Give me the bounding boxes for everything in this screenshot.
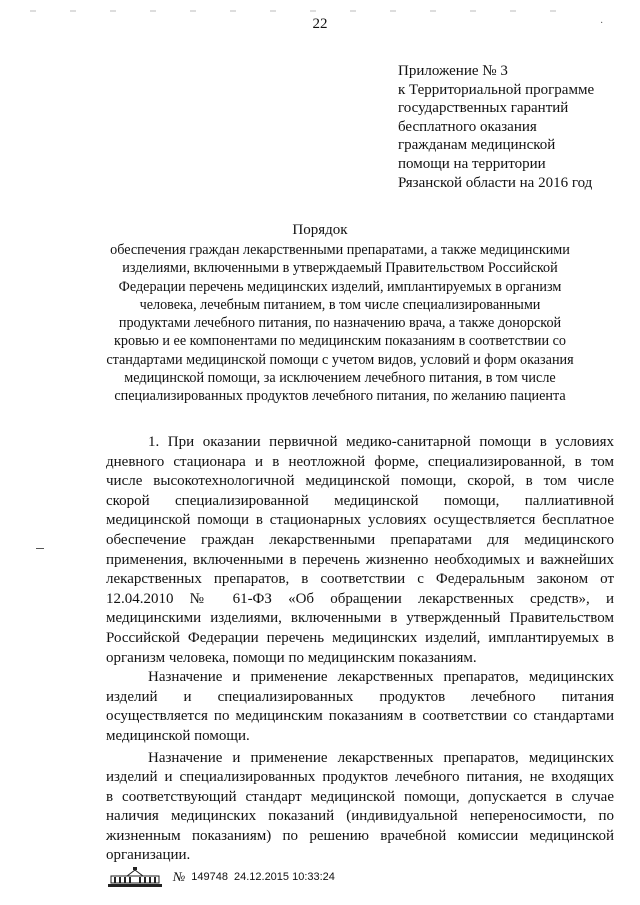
appendix-line: Приложение № 3 bbox=[398, 63, 508, 79]
subtitle-line: изделиями, включенными в утверждаемый Правительством Российской bbox=[122, 260, 558, 277]
text-line: изделий и специализированных продуктов лечебного питания, не входящих bbox=[106, 769, 614, 786]
appendix-line: бесплатного оказания bbox=[398, 118, 537, 135]
subtitle-line: продуктами лечебного питания, по назначению врача, а также донорской bbox=[118, 315, 562, 332]
text-line: осуществляется по медицинским показаниям в соответствии со стандартами bbox=[106, 708, 614, 725]
subtitle-line: обеспечения граждан лекарственными препаратами, а также медицинскими bbox=[110, 242, 570, 258]
text-line: Российской Федерации перечень медицинских изделий, имплантируемых в bbox=[106, 629, 614, 646]
document-title: Порядок bbox=[292, 222, 348, 238]
scan-mark-left bbox=[36, 548, 44, 549]
paragraph-2 bbox=[106, 668, 614, 746]
document-id: 149748 bbox=[191, 871, 228, 883]
number-sign: № bbox=[173, 869, 186, 884]
paragraph-1 bbox=[106, 433, 614, 668]
government-building-icon bbox=[107, 866, 163, 888]
appendix-line: гражданам медицинской bbox=[398, 137, 556, 154]
text-line: 12.04.2010 № 61-ФЗ «Об обращении лекарственных средств», и bbox=[106, 590, 614, 607]
text-line: медицинскими изделиями, включенными в утвержденный Правительством bbox=[106, 610, 614, 627]
subtitle-line: медицинской помощи, за исключением лечебного питания, в том числе bbox=[124, 370, 556, 387]
text-line: наличия медицинских показаний (индивидуальной непереносимости, по bbox=[106, 808, 614, 825]
appendix-line: помощи на территории bbox=[398, 155, 546, 172]
text-line: применения, включенными в перечень жизненно необходимых и важнейших bbox=[106, 551, 614, 568]
text-line: Назначение и применение лекарственных препаратов, медицинских bbox=[148, 749, 614, 766]
subtitle-line: Федерации перечень медицинских изделий, имплантируемых в организм bbox=[118, 278, 562, 295]
text-line: организм человека, помощи по медицинским показаниям. bbox=[106, 649, 477, 666]
subtitle-line: специализированных продуктов лечебного питания, по желанию пациента bbox=[114, 388, 566, 405]
text-line: скорой специализированной медицинской помощи, паллиативной bbox=[106, 492, 614, 509]
scan-mark: · bbox=[600, 18, 604, 29]
timestamp: 24.12.2015 10:33:24 bbox=[233, 871, 335, 883]
page-number: 22 bbox=[312, 16, 328, 32]
document-subtitle bbox=[90, 241, 590, 406]
text-line: дневного стационара и в неотложной форме, специализированной, в том bbox=[106, 453, 614, 470]
scan-artifact bbox=[30, 10, 590, 12]
subtitle-line: кровью и ее компонентами по медицинским показаниям в соответствии со bbox=[114, 333, 566, 350]
text-line: Назначение и применение лекарственных препаратов, медицинских bbox=[148, 669, 614, 686]
text-line: лекарственных препаратов, в соответствии с Федеральным законом от bbox=[106, 571, 614, 588]
subtitle-line: человека, лечебным питанием, в том числе специализированными bbox=[139, 296, 541, 313]
document-body bbox=[106, 433, 614, 866]
text-line: изделий и специализированных продуктов лечебного питания bbox=[106, 688, 614, 705]
text-line: организации. bbox=[106, 847, 191, 864]
appendix-line: Рязанской области на 2016 год bbox=[398, 174, 593, 191]
subtitle-line: стандартами медицинской помощи с учетом видов, условий и форм оказания bbox=[106, 351, 574, 368]
appendix-block bbox=[398, 62, 628, 192]
footer-stamp bbox=[107, 866, 335, 888]
text-line: обеспечение граждан лекарственными препаратами для медицинского bbox=[106, 531, 614, 548]
text-line: жизненным показаниям) по решению врачебной комиссии медицинской bbox=[106, 827, 614, 844]
appendix-line: государственных гарантий bbox=[398, 100, 569, 117]
text-line: в соответствующий стандарт медицинской помощи, допускается в случае bbox=[106, 788, 614, 805]
text-line: медицинской помощи. bbox=[106, 727, 250, 744]
appendix-line: к Территориальной программе bbox=[398, 81, 595, 98]
paragraph-3 bbox=[106, 749, 614, 867]
text-line: 1. При оказании первичной медико-санитарной помощи в условиях bbox=[148, 434, 614, 450]
text-line: числе высокотехнологичной медицинской помощи, скорой, в том числе bbox=[106, 473, 614, 490]
text-line: медицинской помощи в стационарных условиях осуществляется бесплатное bbox=[106, 512, 614, 529]
